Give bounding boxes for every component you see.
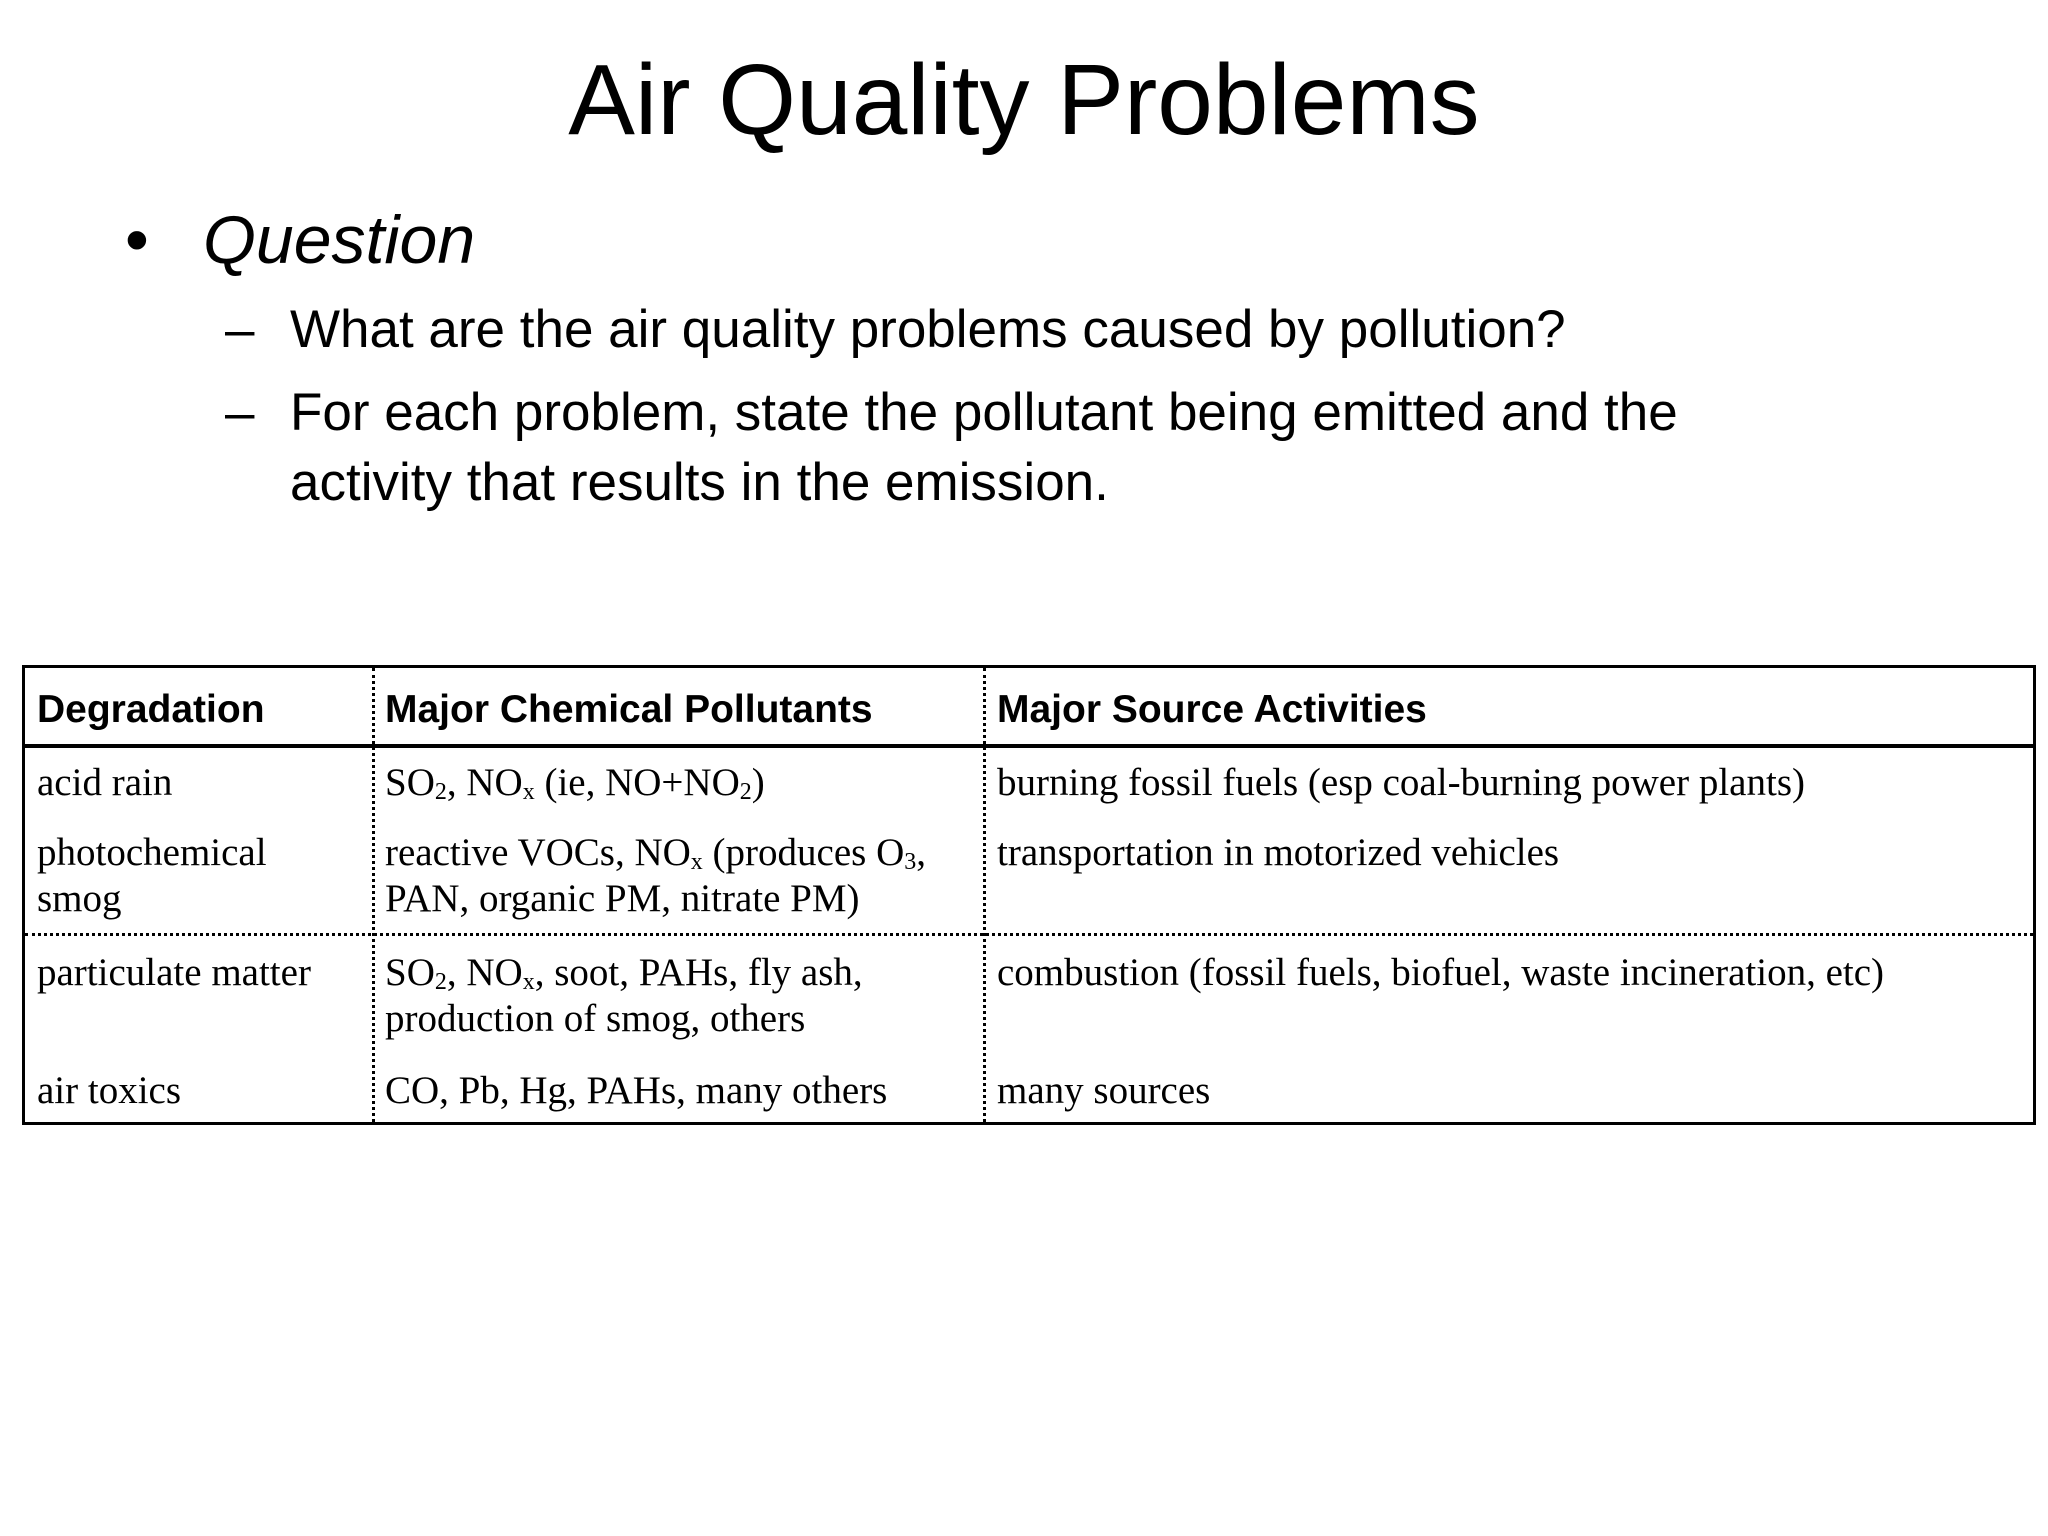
sub-bullet-2-line-2: activity that results in the emission.: [290, 453, 1109, 512]
cell-pollutants: $SO_2$, $NO_x$, soot, PAHs, fly ash, production of smog, others: [385, 951, 863, 1040]
pollution-table: [22, 665, 2036, 1125]
cell-line: smog: [37, 877, 122, 920]
sub-bullet-2-text: [290, 378, 1678, 518]
cell-sources: many sources: [997, 1069, 1211, 1112]
column-divider: [983, 668, 986, 1122]
cell-pollutants: reactive VOCs, $NO_x$ (produces $O_3$, PAN, organic PM, nitrate PM): [385, 831, 926, 920]
cell-degradation: air toxics: [37, 1069, 182, 1112]
cell-degradation: [37, 830, 267, 922]
cell-pollutants: CO, Pb, Hg, PAHs, many others: [385, 1069, 888, 1112]
question-bullet: [125, 200, 476, 280]
cell-line: photochemical: [37, 831, 267, 874]
cell-sources: burning fossil fuels (esp coal-burning power plants): [997, 761, 1805, 804]
header-degradation: Degradation: [37, 688, 265, 731]
question-label: Question: [203, 202, 476, 278]
cell-pollutants: $SO_2$, $NO_x$ (ie, $NO+NO_2$): [385, 761, 765, 805]
cell-degradation: acid rain: [37, 761, 173, 804]
cell-sources: combustion (fossil fuels, biofuel, waste incineration, etc): [997, 951, 1885, 994]
column-divider: [372, 668, 375, 1122]
cell-degradation: particulate matter: [37, 951, 311, 994]
sub-bullet-1-text: What are the air quality problems caused by pollution?: [290, 300, 1566, 359]
cell-sources: transportation in motorized vehicles: [997, 831, 1560, 874]
sub-bullet-2-line-1: For each problem, state the pollutant being emitted and the: [290, 383, 1678, 442]
bullet-marker: •: [125, 202, 149, 278]
header-rule: [25, 744, 2033, 748]
dash-marker: –: [225, 383, 255, 442]
slide-title: Air Quality Problems: [568, 44, 1480, 156]
dash-marker: –: [225, 300, 255, 359]
row-group-divider: [25, 933, 2033, 936]
header-pollutants: Major Chemical Pollutants: [385, 688, 873, 731]
header-sources: Major Source Activities: [997, 688, 1427, 731]
